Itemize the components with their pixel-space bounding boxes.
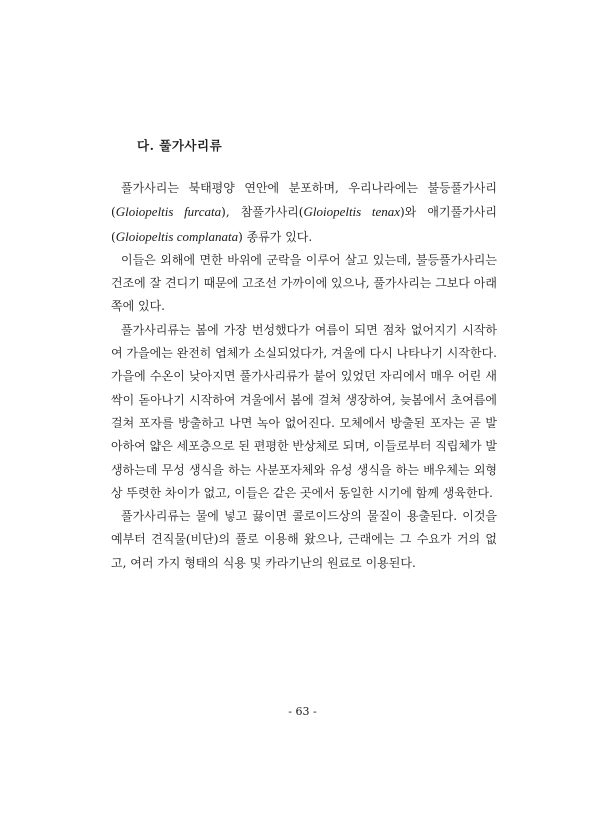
species-name: Gloiopeltis complanata xyxy=(115,228,239,244)
paragraph-text: 풀가사리는 북태평양 연안에 분포하며, 우리나라에는 불등풀가사리 ( xyxy=(111,181,497,220)
paragraph-text: )와 애기풀가사리 ( xyxy=(111,205,497,244)
species-name: Gloiopeltis furcata xyxy=(115,204,222,220)
paragraph-text: ), 참풀가사리( xyxy=(221,205,304,220)
section-heading: 다. 풀가사리류 xyxy=(137,138,223,153)
paragraph-distribution xyxy=(111,177,497,249)
paragraph-life-cycle: 풀가사리류는 봄에 가장 번성했다가 여름이 되면 점차 없어지기 시작하여 가을에는 완전히 엽체가 소실되었다가, 겨울에 다시 나타나기 시작한다. 가을에 수온이 낮아지면 풀가사리류가 붙어 있었던 자리에서 매우 어린 새싹이 돋아나기 시작하여 겨울에서 봄에 걸쳐 생장하여, 늦봄에서 초여름에 걸쳐 포자를 방출하고 나면 녹아 없어진다. 모체에서 방출된 포자는 곧 발아하여 얇은 세포층으로 된 편평한 반상체로 되며, 이들로부터 직립체가 발생하는데 무성 생식을 하는 사분포자체와 유성 생식을 하는 배우체는 외형상 뚜렷한 차이가 없고, 이들은 같은 곳에서 동일한 시기에 함께 생육한다. xyxy=(111,322,497,500)
body-text xyxy=(111,177,497,575)
page-number: - 63 - xyxy=(288,705,317,718)
paragraph-habitat: 이들은 외해에 면한 바위에 군락을 이루어 살고 있는데, 불등풀가사리는 건조에 잘 견디기 때문에 고조선 가까이에 있으나, 풀가사리는 그보다 아래 쪽에 있다. xyxy=(111,252,497,314)
paragraph-uses: 풀가사리류는 물에 넣고 끓이면 콜로이드상의 물질이 용출된다. 이것을 예부터 견직물(비단)의 풀로 이용해 왔으나, 근래에는 그 수요가 거의 없고, 여러 가지 형태의 식용 및 카라기난의 원료로 이용된다. xyxy=(111,509,497,570)
species-name: Gloiopeltis tenax xyxy=(303,204,400,220)
paragraph-text: ) 종류가 있다. xyxy=(238,229,313,244)
